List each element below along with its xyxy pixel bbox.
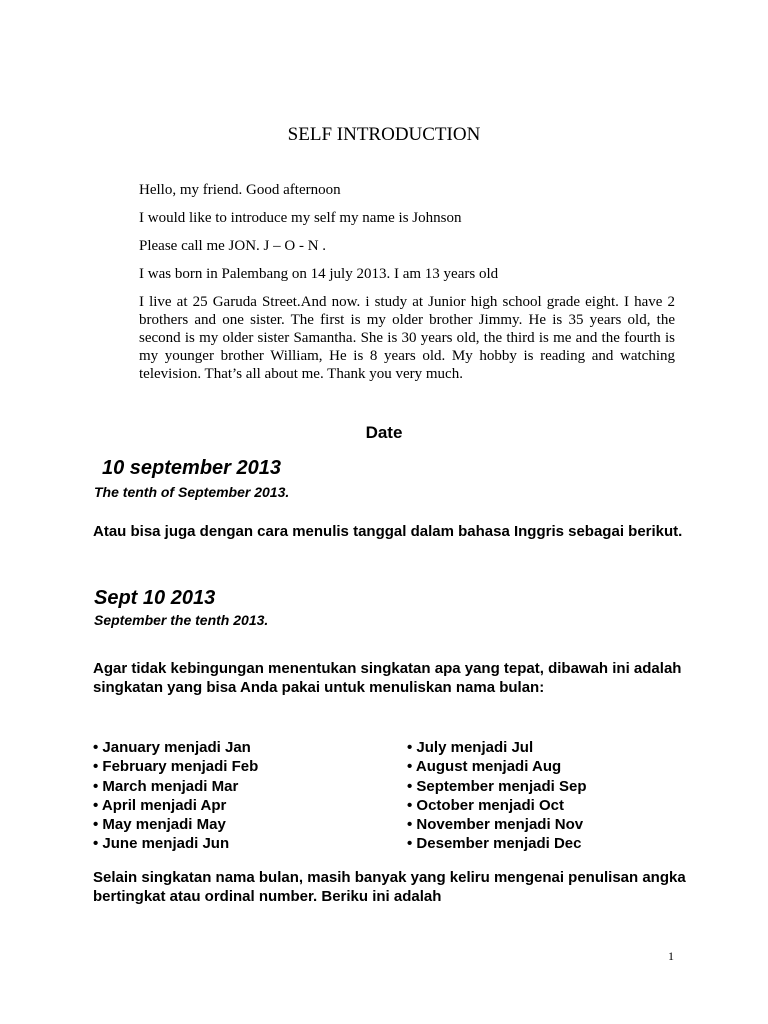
list-item: • November menjadi Nov	[407, 815, 586, 834]
list-item: • May menjadi May	[93, 815, 258, 834]
page-title: SELF INTRODUCTION	[287, 124, 481, 145]
date-example-2: Sept 10 2013	[94, 587, 216, 609]
list-item: • April menjadi Apr	[93, 796, 258, 815]
list-item: • March menjadi Mar	[93, 777, 258, 796]
page-number: 1	[668, 949, 674, 963]
month-list-left	[93, 738, 258, 854]
date-example-1-reading: The tenth of September 2013.	[94, 484, 290, 500]
list-item: • October menjadi Oct	[407, 796, 586, 815]
intro-name-line: I would like to introduce my self my name is Johnson	[139, 210, 462, 226]
ordinal-intro-paragraph: Selain singkatan nama bulan, masih banyak yang keliru mengenai penulisan angka bertingkat atau ordinal number. Beriku ini adalah	[93, 869, 686, 905]
month-list-right	[407, 738, 586, 854]
list-item: • July menjadi Jul	[407, 738, 586, 757]
transition-paragraph: Atau bisa juga dengan cara menulis tanggal dalam bahasa Inggris sebagai berikut.	[93, 523, 683, 540]
list-item: • September menjadi Sep	[407, 777, 586, 796]
list-item: • June menjadi Jun	[93, 834, 258, 853]
date-example-2-reading: September the tenth 2013.	[94, 612, 269, 628]
intro-body: I live at 25 Garuda Street.And now. i study at Junior high school grade eight. I have 2 brothers and one sister. The first is my older brother Jimmy. He is 35 years old, the second is my older sister Samantha. She is 30 years old, the third is me and the fourth is my younger brother William, He is 8 years old. My hobby is reading and watching television. That’s all about me. Thank you very much.	[139, 294, 675, 382]
list-item: • Desember menjadi Dec	[407, 834, 586, 853]
list-item: • August menjadi Aug	[407, 757, 586, 776]
list-item: • February menjadi Feb	[93, 757, 258, 776]
date-section-heading: Date	[365, 423, 403, 442]
intro-greeting: Hello, my friend. Good afternoon	[139, 182, 341, 198]
abbreviation-intro-paragraph: Agar tidak kebingungan menentukan singkatan apa yang tepat, dibawah ini adalah singkatan yang bisa Anda pakai untuk menuliskan nama bulan:	[93, 660, 682, 696]
date-example-1: 10 september 2013	[102, 457, 282, 479]
intro-born-line: I was born in Palembang on 14 july 2013. I am 13 years old	[139, 266, 499, 282]
intro-call-line: Please call me JON. J – O - N .	[139, 238, 327, 254]
list-item: • January menjadi Jan	[93, 738, 258, 757]
